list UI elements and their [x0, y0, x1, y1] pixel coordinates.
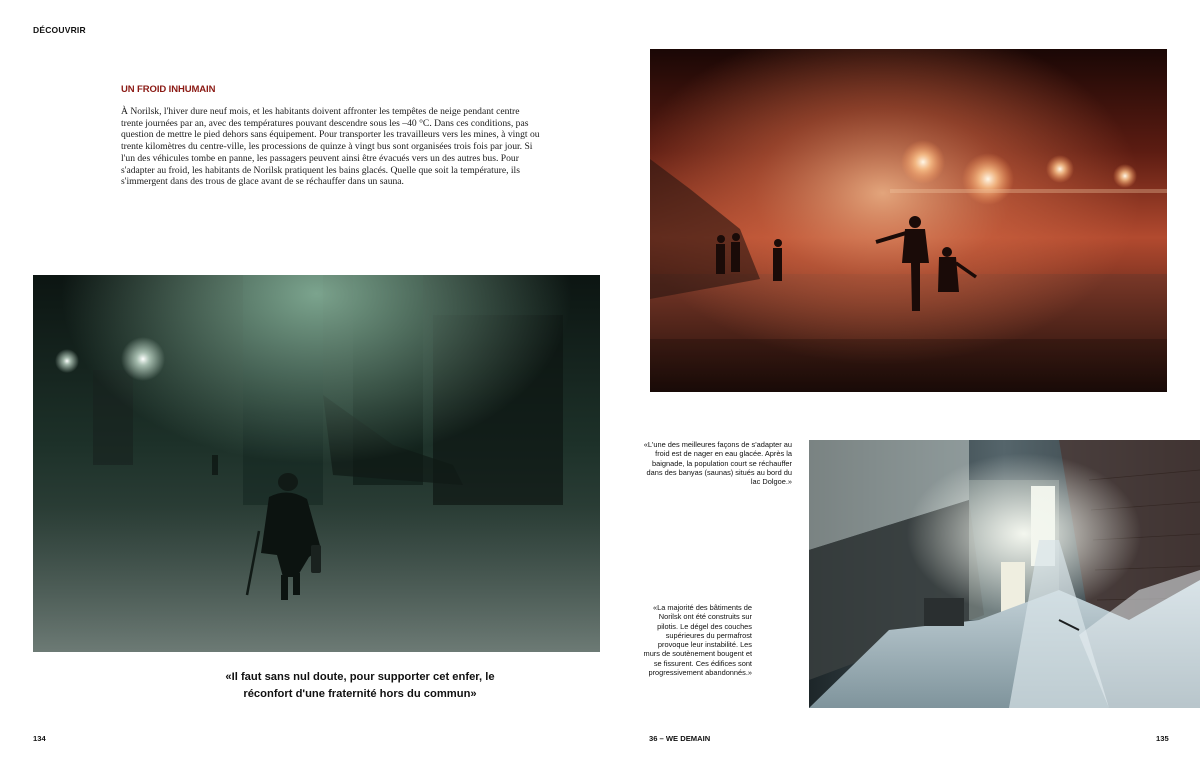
photo-snowstorm-street	[33, 275, 600, 652]
photo-abandoned-building-image	[809, 440, 1200, 708]
page-number-left: 134	[33, 734, 46, 743]
page-number-right: 135	[1156, 734, 1169, 743]
caption-ice-bathing: «L'une des meilleures façons de s'adapter au froid est de nager en eau glacée. Après la baignade, la population court se réchauffer dans des banyas (saunas) situés au bord du lac Dolgoe.»	[643, 440, 792, 487]
article-body: À Norilsk, l'hiver dure neuf mois, et les habitants doivent affronter les tempêtes de neige pendant centre trente journées par an, avec des températures pouvant descendre sous les –40 °C. Dans ces conditions, pas question de mettre le pied dehors sans équipement. Pour transporter les travailleurs vers les mines, à vingt ou trente kilomètres du centre-ville, les processions de quinze à vingt bus sont organisées trois fois par jour. Si l'un des véhicules tombe en panne, les passagers peuvent ainsi être évacués vers un des autres bus. Pour s'adapter au froid, les habitants de Norilsk pratiquent les bains glacés. Quelle que soit la température, ils s'immergent dans des trous de glace avant de se réchauffer dans un sauna.	[121, 106, 540, 188]
caption-buildings: «La majorité des bâtiments de Norilsk ont été construits sur pilotis. Le dégel des couches supérieures du permafrost provoque leur instabilité. Les murs de soutènement bougent et se fissurent. Ces édifices sont progressivement abandonnés.»	[643, 603, 752, 678]
photo-ice-bathers-image	[650, 49, 1167, 392]
article-title: UN FROID INHUMAIN	[121, 84, 216, 95]
magazine-footer: 36 – WE DEMAIN	[649, 734, 711, 743]
photo-snowstorm-street-image	[33, 275, 600, 652]
pull-quote: «Il faut sans nul doute, pour supporter cet enfer, le réconfort d'une fraternité hors du commun»	[225, 671, 495, 700]
section-label: DÉCOUVRIR	[33, 25, 86, 35]
photo-ice-bathers	[650, 49, 1167, 392]
photo-abandoned-building	[809, 440, 1200, 708]
